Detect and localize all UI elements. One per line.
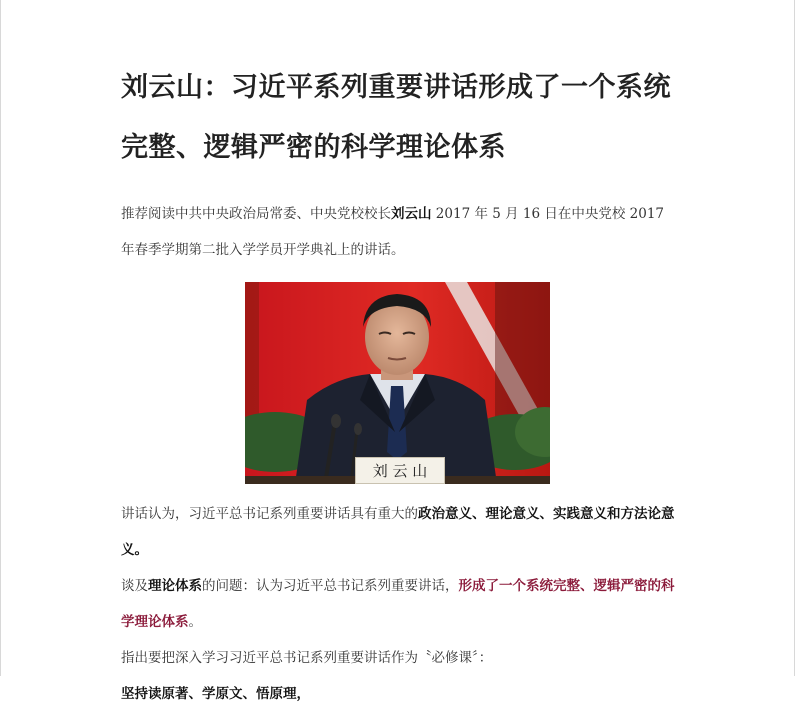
nameplate: 刘 云 山 [355,457,445,484]
p2-bold: 理论体系 [148,577,202,594]
p1-bold: 政治意义、理论意义、实践意义和方法论意义。 [121,505,675,558]
p2-prefix: 谈及 [121,577,148,594]
intro-prefix: 推荐阅读中共中央政治局常委、中央党校校长 [121,206,391,222]
article-photo [245,282,550,484]
photo-illustration [245,282,550,484]
p2-end: 。 [188,613,202,630]
intro-name: 刘云山 [391,206,432,222]
paragraph-significance [121,496,681,568]
p4-bold: 坚持读原著、学原文、悟原理， [121,685,310,702]
p3-text: 指出要把深入学习习近平总书记系列重要讲话作为〝必修课〞： [121,649,493,666]
article-content [121,58,681,712]
intro-suffix: 2017 年 5 月 16 日在中央党校 2017 年春季学期第二批入学学员开学典礼上的讲话。 [121,206,665,258]
paragraph-theory-system [121,568,681,640]
paragraph-required-course [121,640,681,676]
intro-paragraph [121,196,681,268]
paragraph-read-originals [121,676,681,712]
p2-highlight: 形成了一个系统完整、逻辑严密的科学理论体系 [121,577,675,630]
article-title: 刘云山：习近平系列重要讲话形成了一个系统完整、逻辑严密的科学理论体系 [121,72,671,163]
p1-text: 讲话认为，习近平总书记系列重要讲话具有重大的 [121,505,418,522]
p2-mid: 的问题：认为习近平总书记系列重要讲话， [202,577,459,594]
